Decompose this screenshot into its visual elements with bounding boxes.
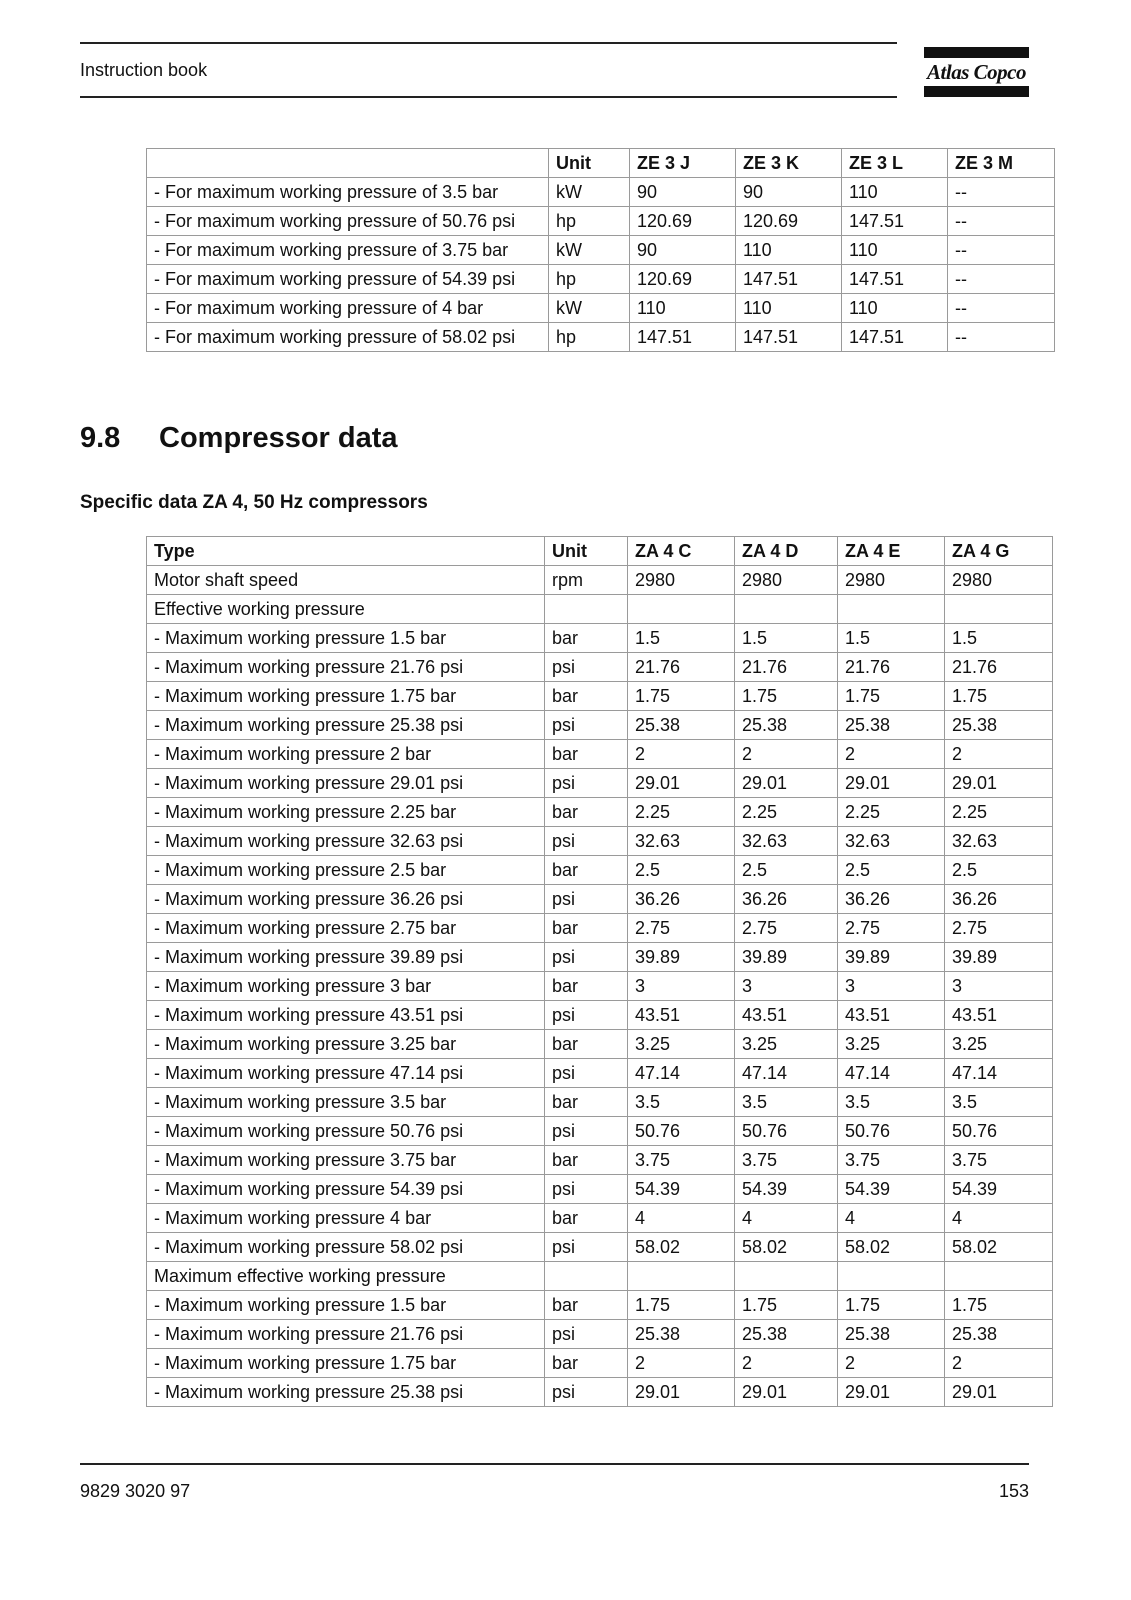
column-header: ZE 3 K <box>736 149 842 178</box>
table-cell: 4 <box>945 1204 1053 1233</box>
table-cell: 36.26 <box>628 885 735 914</box>
section-number: 9.8 <box>80 422 121 454</box>
header-rule-top <box>80 42 897 44</box>
section-title: Compressor data <box>159 422 398 454</box>
table-cell: - Maximum working pressure 39.89 psi <box>147 943 545 972</box>
table-cell: 47.14 <box>838 1059 945 1088</box>
table-row <box>147 265 1055 294</box>
logo-bar-bottom <box>924 86 1029 97</box>
table-cell: 21.76 <box>945 653 1053 682</box>
table-cell <box>945 1262 1053 1291</box>
table-header-row <box>147 537 1053 566</box>
table-row <box>147 1059 1053 1088</box>
table-row <box>147 236 1055 265</box>
table-cell <box>735 1262 838 1291</box>
table-cell: 58.02 <box>735 1233 838 1262</box>
table-cell: psi <box>545 1001 628 1030</box>
column-header: Unit <box>549 149 630 178</box>
table-cell: bar <box>545 1146 628 1175</box>
table-cell <box>545 595 628 624</box>
table-cell: 1.5 <box>735 624 838 653</box>
table-cell: 3.25 <box>628 1030 735 1059</box>
table-cell: -- <box>948 323 1055 352</box>
table-cell: - Maximum working pressure 2 bar <box>147 740 545 769</box>
table-cell: 2 <box>838 1349 945 1378</box>
table-cell: rpm <box>545 566 628 595</box>
table-cell: 2 <box>628 1349 735 1378</box>
table-cell: 2.25 <box>838 798 945 827</box>
table-cell: - Maximum working pressure 32.63 psi <box>147 827 545 856</box>
table-row <box>147 1117 1053 1146</box>
table-cell: 4 <box>838 1204 945 1233</box>
table-cell: 58.02 <box>628 1233 735 1262</box>
table-cell <box>838 1262 945 1291</box>
table-row <box>147 1378 1053 1407</box>
table-cell: 3.5 <box>735 1088 838 1117</box>
table-cell: Motor shaft speed <box>147 566 545 595</box>
table-cell: - Maximum working pressure 21.76 psi <box>147 1320 545 1349</box>
table-cell: 29.01 <box>838 769 945 798</box>
table-cell: 120.69 <box>630 207 736 236</box>
table-cell: bar <box>545 972 628 1001</box>
table-cell: 120.69 <box>736 207 842 236</box>
table-cell: 50.76 <box>945 1117 1053 1146</box>
table-cell: 32.63 <box>945 827 1053 856</box>
table-cell: 2.75 <box>735 914 838 943</box>
header-title: Instruction book <box>80 60 208 80</box>
table-cell: - Maximum working pressure 1.75 bar <box>147 1349 545 1378</box>
table-cell: bar <box>545 1088 628 1117</box>
column-header <box>147 149 549 178</box>
table-row <box>147 1349 1053 1378</box>
table-cell: 54.39 <box>838 1175 945 1204</box>
table-cell: 39.89 <box>945 943 1053 972</box>
table-cell: - For maximum working pressure of 50.76 psi <box>147 207 549 236</box>
table-cell: psi <box>545 1059 628 1088</box>
table-cell: 32.63 <box>628 827 735 856</box>
table-cell: 2.75 <box>945 914 1053 943</box>
table-cell: -- <box>948 236 1055 265</box>
compressor-data-table <box>146 536 1053 1407</box>
table-cell: 3 <box>628 972 735 1001</box>
table-cell: Maximum effective working pressure <box>147 1262 545 1291</box>
table-cell: 21.76 <box>838 653 945 682</box>
table-cell: hp <box>549 323 630 352</box>
table-cell: 1.75 <box>628 1291 735 1320</box>
table-cell: psi <box>545 885 628 914</box>
table-cell: 2 <box>838 740 945 769</box>
table-cell: 39.89 <box>628 943 735 972</box>
table-cell: 3.25 <box>735 1030 838 1059</box>
table-row <box>147 1175 1053 1204</box>
motor-power-table <box>146 148 1055 352</box>
table-cell: 47.14 <box>628 1059 735 1088</box>
table-cell: bar <box>545 1204 628 1233</box>
table-cell: 110 <box>842 236 948 265</box>
table-cell <box>945 595 1053 624</box>
table-cell: 2980 <box>735 566 838 595</box>
table-cell: 2.25 <box>628 798 735 827</box>
table-row <box>147 972 1053 1001</box>
table-cell: 25.38 <box>945 711 1053 740</box>
table-cell: - Maximum working pressure 3.25 bar <box>147 1030 545 1059</box>
table-row <box>147 798 1053 827</box>
table-cell: - Maximum working pressure 25.38 psi <box>147 1378 545 1407</box>
logo-text: Atlas Copco <box>927 60 1026 84</box>
table-cell: 43.51 <box>838 1001 945 1030</box>
table-cell: 25.38 <box>628 1320 735 1349</box>
table-cell: psi <box>545 769 628 798</box>
table-cell: 2 <box>945 1349 1053 1378</box>
logo-bar-top <box>924 47 1029 58</box>
table-cell: 147.51 <box>630 323 736 352</box>
table-cell: 29.01 <box>735 769 838 798</box>
table-row <box>147 207 1055 236</box>
table-row <box>147 1204 1053 1233</box>
table-cell: kW <box>549 236 630 265</box>
table-cell: 47.14 <box>945 1059 1053 1088</box>
table-header-row <box>147 149 1055 178</box>
table-cell: 3.75 <box>735 1146 838 1175</box>
table-cell: 110 <box>842 294 948 323</box>
table-cell: 3 <box>838 972 945 1001</box>
table-cell: psi <box>545 1117 628 1146</box>
table-cell: 110 <box>736 236 842 265</box>
table-cell: - For maximum working pressure of 58.02 psi <box>147 323 549 352</box>
table-cell: 21.76 <box>628 653 735 682</box>
table-cell: psi <box>545 827 628 856</box>
table-cell: 25.38 <box>735 1320 838 1349</box>
column-header: Unit <box>545 537 628 566</box>
table-cell: 2.75 <box>838 914 945 943</box>
table-cell: 50.76 <box>735 1117 838 1146</box>
table-cell: - Maximum working pressure 1.5 bar <box>147 1291 545 1320</box>
table-cell: - For maximum working pressure of 54.39 psi <box>147 265 549 294</box>
table-cell: -- <box>948 207 1055 236</box>
table-cell <box>545 1262 628 1291</box>
table-cell: 1.5 <box>628 624 735 653</box>
table-cell: 2980 <box>838 566 945 595</box>
table-cell: 2980 <box>945 566 1053 595</box>
table-cell: 36.26 <box>735 885 838 914</box>
table-cell: 110 <box>630 294 736 323</box>
table-cell: 3.5 <box>945 1088 1053 1117</box>
header-rule-bottom <box>80 96 897 98</box>
table-cell: 36.26 <box>838 885 945 914</box>
table-row <box>147 323 1055 352</box>
table-cell: bar <box>545 624 628 653</box>
table-cell: 2.5 <box>735 856 838 885</box>
table-cell: - Maximum working pressure 2.25 bar <box>147 798 545 827</box>
document-number: 9829 3020 97 <box>80 1481 191 1501</box>
table-cell: hp <box>549 207 630 236</box>
table-cell: 39.89 <box>735 943 838 972</box>
table-cell: 2.25 <box>735 798 838 827</box>
table-cell: hp <box>549 265 630 294</box>
table-cell: - For maximum working pressure of 4 bar <box>147 294 549 323</box>
column-header: ZE 3 J <box>630 149 736 178</box>
table-row <box>147 1291 1053 1320</box>
table-cell: bar <box>545 1030 628 1059</box>
table-cell: 3.75 <box>945 1146 1053 1175</box>
table-cell: - Maximum working pressure 4 bar <box>147 1204 545 1233</box>
table-cell: 29.01 <box>945 1378 1053 1407</box>
column-header: Type <box>147 537 545 566</box>
table-cell: bar <box>545 1349 628 1378</box>
table-cell: 147.51 <box>842 323 948 352</box>
table-cell: kW <box>549 178 630 207</box>
table-cell: - Maximum working pressure 29.01 psi <box>147 769 545 798</box>
table-cell: 90 <box>736 178 842 207</box>
table-cell: 2.5 <box>945 856 1053 885</box>
table-cell: psi <box>545 711 628 740</box>
table-cell: - For maximum working pressure of 3.75 bar <box>147 236 549 265</box>
footer-rule <box>80 1463 1029 1465</box>
table-cell: - Maximum working pressure 3 bar <box>147 972 545 1001</box>
table-cell: 2.75 <box>628 914 735 943</box>
table-cell: 3.25 <box>838 1030 945 1059</box>
table-cell: 147.51 <box>736 265 842 294</box>
table-cell: 3 <box>945 972 1053 1001</box>
table-cell: psi <box>545 1320 628 1349</box>
table-cell: 3.75 <box>628 1146 735 1175</box>
table-row <box>147 1146 1053 1175</box>
column-header: ZA 4 G <box>945 537 1053 566</box>
table-cell: 3.75 <box>838 1146 945 1175</box>
table-cell <box>628 595 735 624</box>
table-cell: - Maximum working pressure 2.75 bar <box>147 914 545 943</box>
table-row <box>147 294 1055 323</box>
table-cell: Effective working pressure <box>147 595 545 624</box>
table-row <box>147 624 1053 653</box>
table-cell: 1.75 <box>838 682 945 711</box>
table-row <box>147 827 1053 856</box>
table-row <box>147 1088 1053 1117</box>
table-cell: - Maximum working pressure 25.38 psi <box>147 711 545 740</box>
table-cell: bar <box>545 798 628 827</box>
table-cell: 29.01 <box>628 769 735 798</box>
table-cell: 25.38 <box>735 711 838 740</box>
column-header: ZE 3 M <box>948 149 1055 178</box>
table-row <box>147 653 1053 682</box>
table-cell: -- <box>948 178 1055 207</box>
table-cell: 43.51 <box>735 1001 838 1030</box>
table-cell: -- <box>948 294 1055 323</box>
table-row <box>147 740 1053 769</box>
table-cell <box>735 595 838 624</box>
table-cell: 54.39 <box>735 1175 838 1204</box>
table-row <box>147 682 1053 711</box>
table-cell: bar <box>545 740 628 769</box>
table-cell: 110 <box>842 178 948 207</box>
table-cell: 32.63 <box>735 827 838 856</box>
table-cell: 29.01 <box>628 1378 735 1407</box>
table-row <box>147 856 1053 885</box>
table-cell: - Maximum working pressure 58.02 psi <box>147 1233 545 1262</box>
table-cell: 29.01 <box>735 1378 838 1407</box>
table-cell: bar <box>545 914 628 943</box>
table-cell: 2.5 <box>838 856 945 885</box>
table-cell: 32.63 <box>838 827 945 856</box>
table-cell: 1.5 <box>838 624 945 653</box>
table-row <box>147 1233 1053 1262</box>
column-header: ZA 4 E <box>838 537 945 566</box>
table-cell: 2 <box>735 740 838 769</box>
table-cell: 39.89 <box>838 943 945 972</box>
table-cell: 110 <box>736 294 842 323</box>
table-cell: psi <box>545 1175 628 1204</box>
table-row <box>147 914 1053 943</box>
table-cell: - Maximum working pressure 3.5 bar <box>147 1088 545 1117</box>
table-cell: 47.14 <box>735 1059 838 1088</box>
table-cell: 1.5 <box>945 624 1053 653</box>
table-cell: 2 <box>628 740 735 769</box>
table-cell: 1.75 <box>735 1291 838 1320</box>
subsection-heading: Specific data ZA 4, 50 Hz compressors <box>80 492 428 513</box>
table-cell: 4 <box>628 1204 735 1233</box>
table-cell: 43.51 <box>945 1001 1053 1030</box>
table-cell: 4 <box>735 1204 838 1233</box>
table-cell: 2.5 <box>628 856 735 885</box>
table-cell: 2.25 <box>945 798 1053 827</box>
table-cell: - For maximum working pressure of 3.5 bar <box>147 178 549 207</box>
table-cell: 1.75 <box>945 682 1053 711</box>
table-cell: 25.38 <box>628 711 735 740</box>
column-header: ZE 3 L <box>842 149 948 178</box>
table-row <box>147 769 1053 798</box>
table-row <box>147 178 1055 207</box>
table-row <box>147 1030 1053 1059</box>
table-cell: bar <box>545 1291 628 1320</box>
table-row <box>147 885 1053 914</box>
table-cell <box>628 1262 735 1291</box>
table-cell: kW <box>549 294 630 323</box>
table-cell: 90 <box>630 236 736 265</box>
table-cell: - Maximum working pressure 36.26 psi <box>147 885 545 914</box>
table-cell: bar <box>545 856 628 885</box>
section-heading <box>80 422 398 455</box>
table-cell: 54.39 <box>945 1175 1053 1204</box>
table-cell: 3.5 <box>838 1088 945 1117</box>
table-cell: - Maximum working pressure 1.5 bar <box>147 624 545 653</box>
table-cell: 147.51 <box>736 323 842 352</box>
table-cell: 21.76 <box>735 653 838 682</box>
table-cell: 2 <box>735 1349 838 1378</box>
table-cell: 29.01 <box>838 1378 945 1407</box>
table-cell: - Maximum working pressure 21.76 psi <box>147 653 545 682</box>
column-header: ZA 4 D <box>735 537 838 566</box>
table-cell: 147.51 <box>842 207 948 236</box>
table-cell: 54.39 <box>628 1175 735 1204</box>
table-cell: 58.02 <box>945 1233 1053 1262</box>
table-cell: - Maximum working pressure 1.75 bar <box>147 682 545 711</box>
table-cell: 90 <box>630 178 736 207</box>
table-cell: - Maximum working pressure 47.14 psi <box>147 1059 545 1088</box>
table-cell: psi <box>545 1378 628 1407</box>
table-row <box>147 711 1053 740</box>
table-cell: 25.38 <box>945 1320 1053 1349</box>
table-row <box>147 566 1053 595</box>
table-cell: 36.26 <box>945 885 1053 914</box>
table-cell: - Maximum working pressure 54.39 psi <box>147 1175 545 1204</box>
table-cell: 50.76 <box>628 1117 735 1146</box>
table-cell: -- <box>948 265 1055 294</box>
table-cell: 58.02 <box>838 1233 945 1262</box>
table-cell: 3 <box>735 972 838 1001</box>
table-cell: - Maximum working pressure 50.76 psi <box>147 1117 545 1146</box>
table-cell: 120.69 <box>630 265 736 294</box>
table-cell: psi <box>545 653 628 682</box>
table-cell: 2 <box>945 740 1053 769</box>
table-row <box>147 1001 1053 1030</box>
table-cell: 43.51 <box>628 1001 735 1030</box>
table-cell: bar <box>545 682 628 711</box>
table-cell: 50.76 <box>838 1117 945 1146</box>
table-cell: 1.75 <box>628 682 735 711</box>
page-number: 153 <box>998 1481 1029 1501</box>
table-cell: 1.75 <box>945 1291 1053 1320</box>
table-cell: - Maximum working pressure 2.5 bar <box>147 856 545 885</box>
table-cell: psi <box>545 943 628 972</box>
table-cell: 3.25 <box>945 1030 1053 1059</box>
table-row <box>147 595 1053 624</box>
table-cell: - Maximum working pressure 43.51 psi <box>147 1001 545 1030</box>
table-row <box>147 1262 1053 1291</box>
table-cell <box>838 595 945 624</box>
table-cell: 147.51 <box>842 265 948 294</box>
column-header: ZA 4 C <box>628 537 735 566</box>
table-cell: 25.38 <box>838 1320 945 1349</box>
table-row <box>147 1320 1053 1349</box>
table-cell: - Maximum working pressure 3.75 bar <box>147 1146 545 1175</box>
table-cell: psi <box>545 1233 628 1262</box>
table-cell: 3.5 <box>628 1088 735 1117</box>
table-cell: 25.38 <box>838 711 945 740</box>
table-cell: 29.01 <box>945 769 1053 798</box>
table-cell: 1.75 <box>735 682 838 711</box>
table-cell: 2980 <box>628 566 735 595</box>
table-row <box>147 943 1053 972</box>
table-cell: 1.75 <box>838 1291 945 1320</box>
